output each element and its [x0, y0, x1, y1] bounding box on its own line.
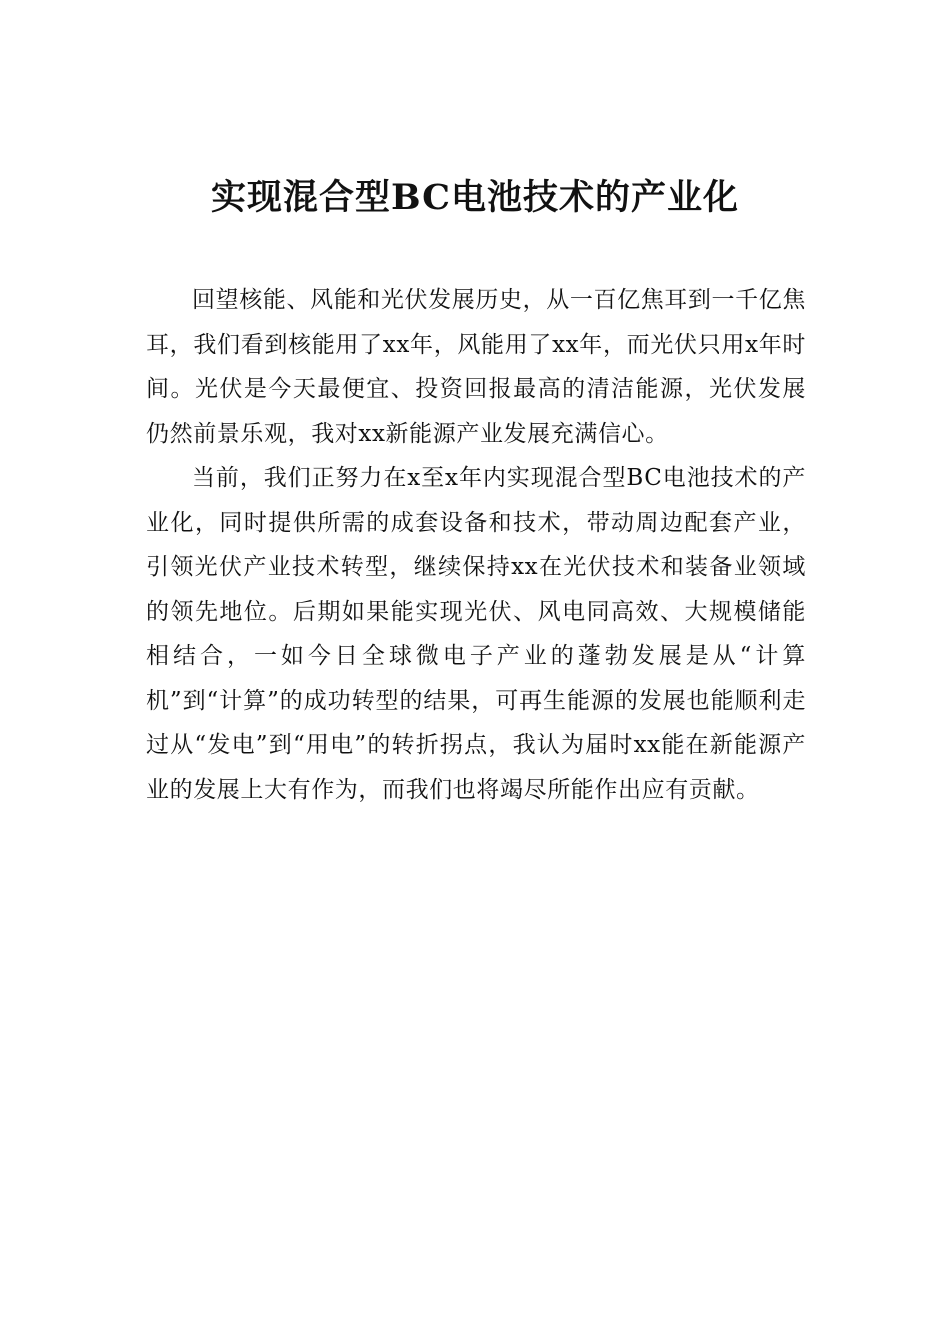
paragraph-2: 当前，我们正努力在x至x年内实现混合型BC电池技术的产业化，同时提供所需的成套设备和技术，带动周边配套产业，引领光伏产业技术转型，继续保持xx在光伏技术和装备业领域的领先地位。后期如果能实现光伏、风电同高效、大规模储能相结合，一如今日全球微电子产业的蓬勃发展是从“计算机”到“计算”的成功转型的结果，可再生能源的发展也能顺利走过从“发电”到“用电”的转折拐点，我认为届时xx能在新能源产业的发展上大有作为，而我们也将竭尽所能作出应有贡献。 — [146, 465, 806, 803]
document-title: 实现混合型BC电池技术的产业化 — [210, 177, 740, 218]
document-body — [146, 278, 806, 812]
paragraph-1: 回望核能、风能和光伏发展历史，从一百亿焦耳到一千亿焦耳，我们看到核能用了xx年，风能用了xx年，而光伏只用x年时间。光伏是今天最便宜、投资回报最高的清洁能源，光伏发展仍然前景乐观，我对xx新能源产业发展充满信心。 — [146, 287, 806, 447]
